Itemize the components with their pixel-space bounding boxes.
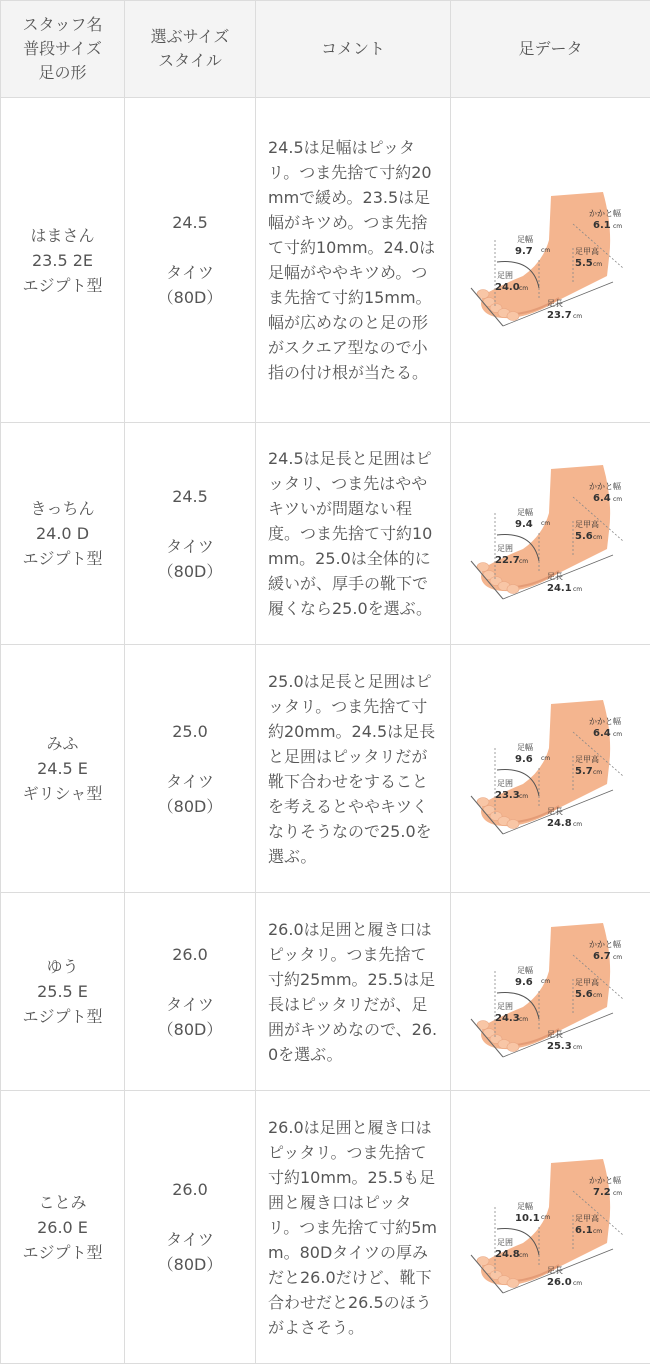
width-unit: cm <box>541 978 551 985</box>
length-value: 24.1 <box>547 583 572 594</box>
chosen-size: 24.5 <box>172 213 208 232</box>
length-label: 足長 <box>547 1265 563 1275</box>
girth-value: 24.3 <box>495 1013 520 1024</box>
length-value: 23.7 <box>547 309 572 321</box>
size-cell <box>125 645 256 893</box>
heel-width-value: 7.2 <box>593 1186 611 1198</box>
width-unit: cm <box>541 1213 551 1221</box>
heel-width-value: 6.1 <box>593 219 611 231</box>
foot-shape: ギリシャ型 <box>22 784 103 803</box>
width-value: 9.6 <box>515 977 533 988</box>
instep-label: 足甲高 <box>575 755 599 764</box>
girth-label: 足囲 <box>497 1002 513 1011</box>
instep-value: 5.7 <box>575 766 593 777</box>
instep-value: 5.6 <box>575 989 593 1000</box>
foot-diagram <box>463 188 638 333</box>
staff-cell <box>1 893 125 1091</box>
instep-unit: cm <box>593 992 603 999</box>
chosen-size: 26.0 <box>172 944 208 964</box>
foot-diagram <box>463 461 638 606</box>
header-row <box>1 1 650 98</box>
foot-data-cell <box>451 98 650 423</box>
foot-diagram <box>463 696 638 841</box>
header-foot-data: 足データ <box>451 1 650 98</box>
toe-5 <box>507 820 519 829</box>
table-row-1 <box>1 98 650 423</box>
usual-size: 26.0 E <box>37 1217 88 1237</box>
comment-cell: 26.0は足囲と履き口はピッタリ。つま先捨て寸約25mm。25.5は足長はピッタリだが、足囲がキツめなので、26.0を選ぶ。 <box>256 893 451 1091</box>
length-unit: cm <box>573 586 583 593</box>
foot-data-cell <box>451 645 650 893</box>
girth-unit: cm <box>519 793 529 800</box>
heel-width-unit: cm <box>613 496 623 503</box>
instep-unit: cm <box>593 1227 603 1235</box>
foot-data-cell <box>451 893 650 1091</box>
width-label: 足幅 <box>517 743 533 752</box>
style-name: タイツ <box>166 1230 214 1249</box>
staff-cell <box>1 645 125 893</box>
length-label: 足長 <box>547 807 563 816</box>
foot-diagram <box>463 919 638 1064</box>
size-cell <box>125 423 256 645</box>
foot-data-cell <box>451 1091 650 1364</box>
girth-value: 24.8 <box>495 1248 520 1260</box>
girth-value: 24.0 <box>495 281 520 293</box>
staff-cell <box>1 423 125 645</box>
girth-label: 足囲 <box>497 779 513 788</box>
usual-size: 25.5 E <box>37 982 88 1001</box>
instep-label: 足甲高 <box>575 1213 599 1223</box>
width-label: 足幅 <box>517 966 533 975</box>
denier: （80D） <box>157 796 223 816</box>
instep-value: 5.5 <box>575 257 593 269</box>
width-value: 9.4 <box>515 519 533 530</box>
toe-5 <box>507 311 519 320</box>
foot-shape: エジプト型 <box>22 1007 103 1026</box>
toe-5 <box>507 1043 519 1052</box>
size-cell <box>125 1091 256 1364</box>
chosen-size: 25.0 <box>172 721 208 741</box>
heel-width-label: かかと幅 <box>589 208 621 218</box>
table-row-2 <box>1 423 650 645</box>
comment-cell: 25.0は足長と足囲はピッタリ。つま先捨て寸約20mm。24.5は足長と足囲はピッタリだが靴下合わせをすることを考えるとややキツくなりそうなので25.0を選ぶ。 <box>256 645 451 893</box>
length-label: 足長 <box>547 298 563 308</box>
chosen-size: 24.5 <box>172 486 208 506</box>
usual-size: 23.5 2E <box>32 250 93 270</box>
girth-label: 足囲 <box>497 1237 513 1247</box>
girth-unit: cm <box>519 1251 529 1259</box>
instep-label: 足甲高 <box>575 520 599 529</box>
foot-shape: エジプト型 <box>22 549 103 568</box>
size-cell <box>125 98 256 423</box>
header-style: スタイル <box>158 51 222 70</box>
width-unit: cm <box>541 246 551 254</box>
staff-name: きっちん <box>30 499 95 518</box>
table-row-4 <box>1 893 650 1091</box>
width-label: 足幅 <box>517 1201 533 1211</box>
length-value: 25.3 <box>547 1041 572 1052</box>
staff-name: みふ <box>46 734 79 753</box>
instep-label: 足甲高 <box>575 978 599 987</box>
instep-value: 6.1 <box>575 1224 593 1236</box>
denier: （80D） <box>157 561 223 581</box>
toe-5 <box>507 585 519 594</box>
foot-data-cell <box>451 423 650 645</box>
heel-width-unit: cm <box>613 731 623 738</box>
style-name: タイツ <box>166 263 214 282</box>
toe-5 <box>507 1278 519 1287</box>
size-cell <box>125 893 256 1091</box>
girth-label: 足囲 <box>497 270 513 280</box>
length-value: 26.0 <box>547 1276 572 1288</box>
denier: （80D） <box>157 288 223 307</box>
style-name: タイツ <box>166 536 214 556</box>
heel-width-unit: cm <box>613 222 623 230</box>
heel-width-label: かかと幅 <box>589 717 621 726</box>
girth-unit: cm <box>519 284 529 292</box>
length-unit: cm <box>573 1044 583 1051</box>
width-unit: cm <box>541 520 551 527</box>
heel-width-value: 6.4 <box>593 493 611 504</box>
foot-diagram <box>463 1155 638 1300</box>
style-name: タイツ <box>166 994 214 1014</box>
staff-cell <box>1 98 125 423</box>
denier: （80D） <box>157 1255 223 1274</box>
chosen-size: 26.0 <box>172 1180 208 1199</box>
table-row-3 <box>1 645 650 893</box>
girth-value: 22.7 <box>495 555 520 566</box>
heel-width-label: かかと幅 <box>589 482 621 491</box>
width-unit: cm <box>541 755 551 762</box>
heel-width-value: 6.4 <box>593 728 611 739</box>
comment-cell: 24.5は足幅はピッタリ。つま先捨て寸約20mmで緩め。23.5は足幅がキツめ。つま先捨て寸約10mm。24.0は足幅がややキツめ。つま先捨て寸約15mm。幅が広めなのと足の形がスクエア型なので小指の付け根が当たる。 <box>256 98 451 423</box>
girth-unit: cm <box>519 1016 529 1023</box>
usual-size: 24.0 D <box>35 524 90 543</box>
girth-label: 足囲 <box>497 544 513 553</box>
header-chosen-size: 選ぶサイズ <box>150 27 230 46</box>
staff-name: はまさん <box>30 225 95 245</box>
instep-unit: cm <box>593 769 603 776</box>
width-label: 足幅 <box>517 234 533 244</box>
denier: （80D） <box>157 1019 223 1039</box>
width-label: 足幅 <box>517 508 533 517</box>
length-unit: cm <box>573 821 583 828</box>
instep-unit: cm <box>593 260 603 268</box>
comment-cell: 26.0は足囲と履き口はピッタリ。つま先捨て寸約10mm。25.5も足囲と履き口はピッタリ。つま先捨て寸約5mm。80Dタイツの厚みだと26.0だけど、靴下合わせだと26.5のほうがよさそう。 <box>256 1091 451 1364</box>
heel-width-label: かかと幅 <box>589 1175 621 1185</box>
length-unit: cm <box>573 1279 583 1287</box>
instep-unit: cm <box>593 534 603 541</box>
staff-name: ゆう <box>46 957 79 976</box>
header-staff-name: スタッフ名 <box>22 15 103 34</box>
table-row-5 <box>1 1091 650 1364</box>
girth-unit: cm <box>519 558 529 565</box>
heel-width-value: 6.7 <box>593 951 611 962</box>
header-size <box>125 1 256 98</box>
width-value: 9.7 <box>515 245 533 257</box>
header-staff <box>1 1 125 98</box>
width-value: 10.1 <box>515 1212 540 1224</box>
header-usual-size: 普段サイズ <box>23 39 102 58</box>
heel-width-unit: cm <box>613 1189 623 1197</box>
usual-size: 24.5 E <box>37 759 88 778</box>
style-name: タイツ <box>166 771 214 791</box>
foot-shape: エジプト型 <box>22 1242 103 1262</box>
heel-width-label: かかと幅 <box>589 940 621 949</box>
foot-shape: エジプト型 <box>22 275 103 295</box>
length-label: 足長 <box>547 1030 563 1039</box>
width-value: 9.6 <box>515 754 533 765</box>
header-comment: コメント <box>256 1 451 98</box>
staff-cell <box>1 1091 125 1364</box>
header-foot-shape: 足の形 <box>38 63 87 82</box>
length-value: 24.8 <box>547 818 572 829</box>
instep-value: 5.6 <box>575 531 593 542</box>
instep-label: 足甲高 <box>575 246 599 256</box>
heel-width-unit: cm <box>613 954 623 961</box>
comment-cell: 24.5は足長と足囲はピッタリ、つま先はややキツいが問題ない程度。つま先捨て寸約10mm。25.0は全体的に緩いが、厚手の靴下で履くなら25.0を選ぶ。 <box>256 423 451 645</box>
staff-name: ことみ <box>38 1192 87 1212</box>
length-label: 足長 <box>547 572 563 581</box>
girth-value: 23.3 <box>495 790 520 801</box>
length-unit: cm <box>573 312 583 320</box>
